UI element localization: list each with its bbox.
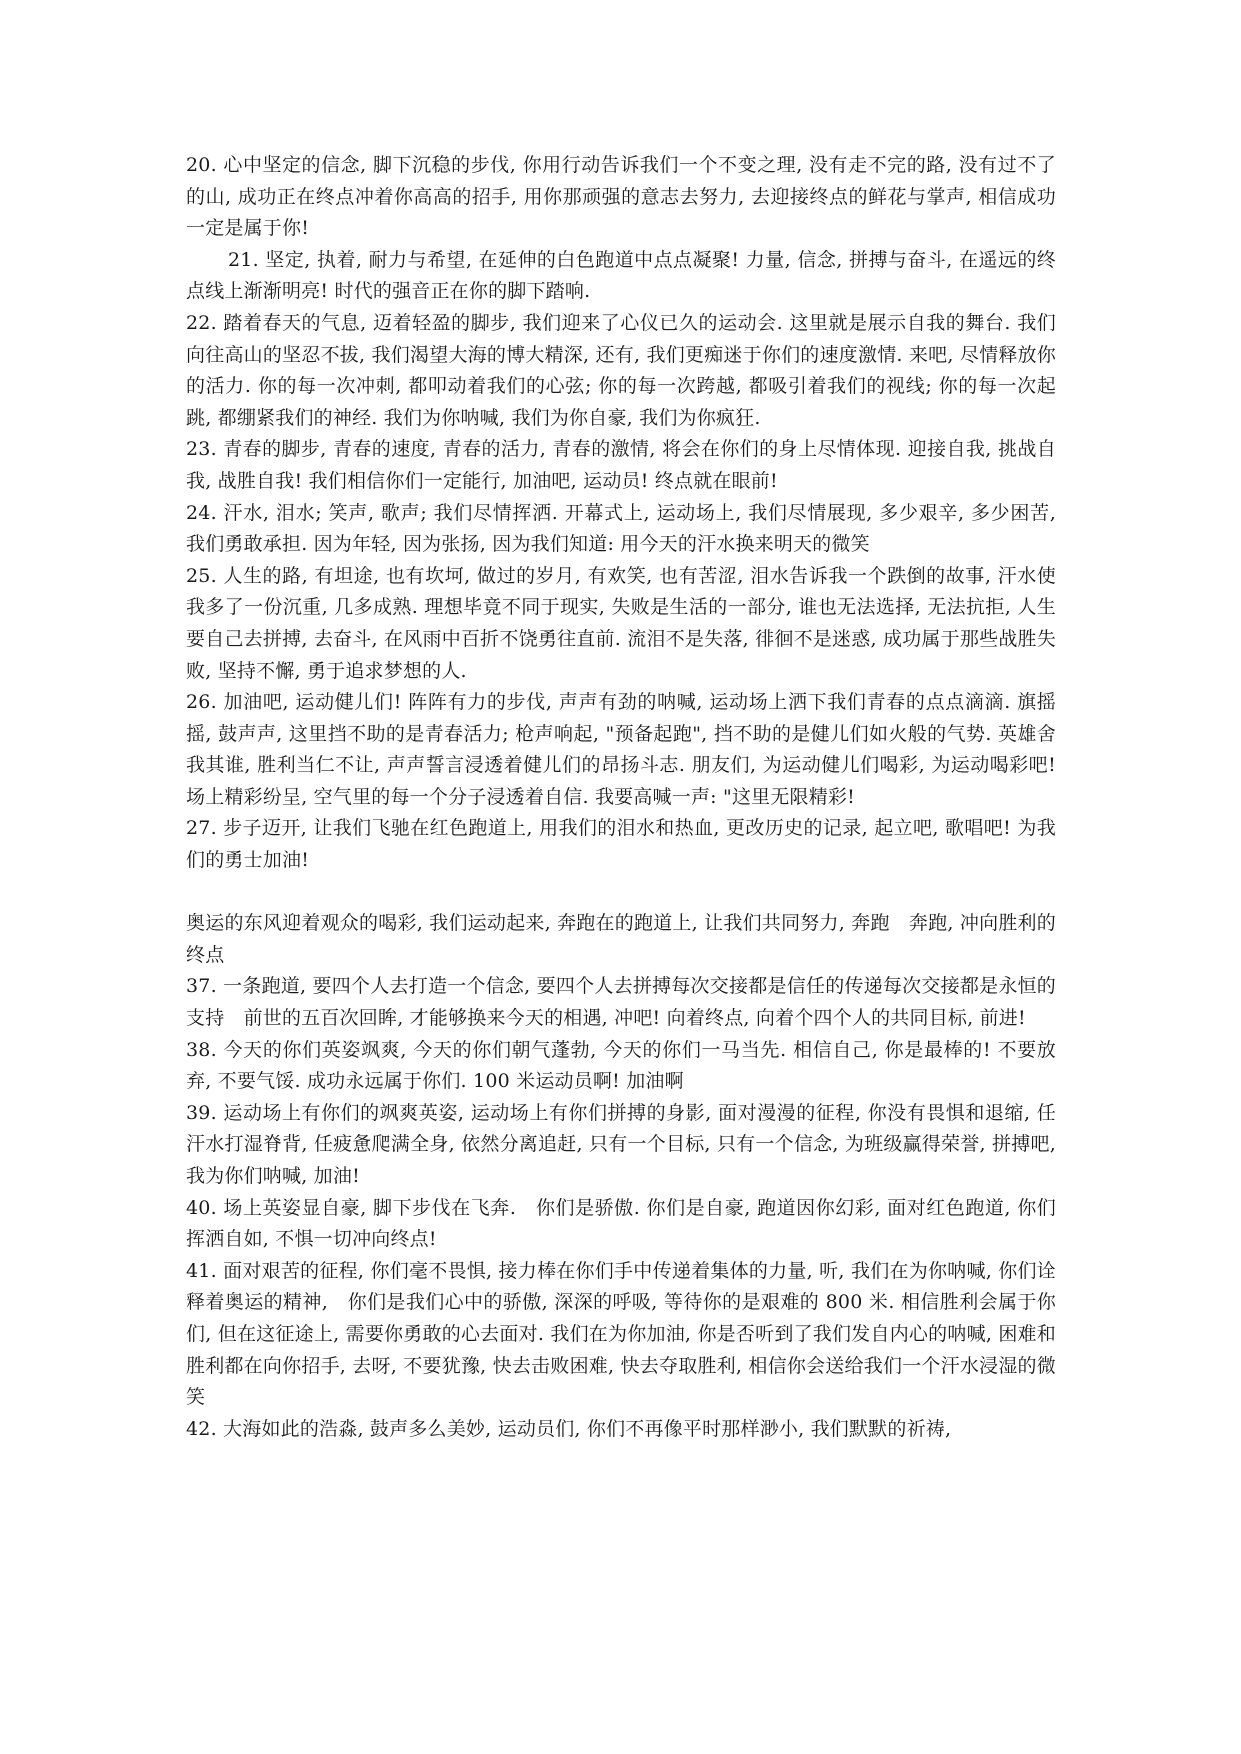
paragraph-37: 37. 一条跑道, 要四个人去打造一个信念, 要四个人去拼搏每次交接都是信任的传递每次交接都是永恒的支持 前世的五百次回眸, 才能够换来今天的相遇, 冲吧! 向着终点, 向着个四个人的共同目标, 前进!	[186, 975, 1056, 1030]
paragraph-22: 22. 踏着春天的气息, 迈着轻盈的脚步, 我们迎来了心仪已久的运动会. 这里就是展示自我的舞台. 我们向往高山的坚忍不拔, 我们渴望大海的博大精深, 还有, 我们更痴迷于你们的速度激情. 来吧, 尽情释放你的活力. 你的每一次冲刺, 都叩动着我们的心弦; 你的每一次跨越, 都吸引着我们的视线; 你的每一次起跳, 都绷紧我们的神经. 我们为你呐喊, 我们为你自豪, 我们为你疯狂.	[186, 311, 1056, 429]
paragraph-21: 21. 坚定, 执着, 耐力与希望, 在延伸的白色跑道中点点凝聚! 力量, 信念, 拼搏与奋斗, 在遥远的终点线上渐渐明亮! 时代的强音正在你的脚下踏响.	[186, 248, 1056, 303]
paragraph-23: 23. 青春的脚步, 青春的速度, 青春的活力, 青春的激情, 将会在你们的身上尽情体现. 迎接自我, 挑战自我, 战胜自我! 我们相信你们一定能行, 加油吧, 运动员! 终点就在眼前!	[186, 438, 1056, 492]
document-body	[186, 150, 1056, 1445]
paragraph-40: 40. 场上英姿显自豪, 脚下步伐在飞奔. 你们是骄傲. 你们是自豪, 跑道因你幻彩, 面对红色跑道, 你们挥洒自如, 不惧一切冲向终点!	[186, 1196, 1056, 1251]
paragraph-olympic: 奥运的东风迎着观众的喝彩, 我们运动起来, 奔跑在的跑道上, 让我们共同努力, 奔跑 奔跑, 冲向胜利的终点	[186, 912, 1056, 966]
paragraph-38: 38. 今天的你们英姿飒爽, 今天的你们朝气蓬勃, 今天的你们一马当先. 相信自己, 你是最棒的! 不要放弃, 不要气馁. 成功永远属于你们. 100 米运动员啊! 加油啊	[186, 1038, 1056, 1093]
paragraph-20: 20. 心中坚定的信念, 脚下沉稳的步伐, 你用行动告诉我们一个不变之理, 没有走不完的路, 没有过不了的山, 成功正在终点冲着你高高的招手, 用你那顽强的意志去努力, 去迎接终点的鲜花与掌声, 相信成功一定是属于你!	[186, 154, 1056, 240]
paragraph-26: 26. 加油吧, 运动健儿们! 阵阵有力的步伐, 声声有劲的呐喊, 运动场上洒下我们青春的点点滴滴. 旗摇摇, 鼓声声, 这里挡不助的是青春活力; 枪声响起, "预备起跑", 挡不助的是健儿们如火般的气势. 英雄舍我其谁, 胜利当仁不让, 声声誓言浸透着健儿们的昂扬斗志. 朋友们, 为运动健儿们喝彩, 为运动喝彩吧! 场上精彩纷呈, 空气里的每一个分子浸透着自信. 我要高喊一声: "这里无限精彩!	[186, 691, 1056, 808]
paragraph-25: 25. 人生的路, 有坦途, 也有坎坷, 做过的岁月, 有欢笑, 也有苦涩, 泪水告诉我一个跌倒的故事, 汗水使我多了一份沉重, 几多成熟. 理想毕竟不同于现实, 失败是生活的一部分, 谁也无法选择, 无法抗拒, 人生要自己去拼搏, 去奋斗, 在风雨中百折不饶勇往直前. 流泪不是失落, 徘徊不是迷惑, 成功属于那些战胜失败, 坚持不懈, 勇于追求梦想的人.	[186, 564, 1056, 682]
paragraph-39: 39. 运动场上有你们的飒爽英姿, 运动场上有你们拼搏的身影, 面对漫漫的征程, 你没有畏惧和退缩, 任汗水打湿脊背, 任疲惫爬满全身, 依然分离追赶, 只有一个目标, 只有一个信念, 为班级赢得荣誉, 拼搏吧, 我为你们呐喊, 加油!	[186, 1101, 1056, 1187]
paragraph-42: 42. 大海如此的浩淼, 鼓声多么美妙, 运动员们, 你们不再像平时那样渺小, 我们默默的祈祷,	[186, 1417, 952, 1440]
paragraph-27: 27. 步子迈开, 让我们飞驰在红色跑道上, 用我们的泪水和热血, 更改历史的记录, 起立吧, 歌唱吧! 为我们的勇士加油!	[186, 817, 1056, 872]
paragraph-24: 24. 汗水, 泪水; 笑声, 歌声; 我们尽情挥洒. 开幕式上, 运动场上, 我们尽情展现, 多少艰辛, 多少困苦, 我们勇敢承担. 因为年轻, 因为张扬, 因为我们知道: 用今天的汗水换来明天的微笑	[186, 501, 1056, 556]
paragraph-41: 41. 面对艰苦的征程, 你们毫不畏惧, 接力棒在你们手中传递着集体的力量, 听, 我们在为你呐喊, 你们诠释着奥运的精神, 你们是我们心中的骄傲, 深深的呼吸, 等待你的是艰难的 800 米. 相信胜利会属于你们, 但在这征途上, 需要你勇敢的心去面对. 我们在为你加油, 你是否听到了我们发自内心的呐喊, 困难和胜利都在向你招手, 去呀, 不要犹豫, 快去击败困难, 快去夺取胜利, 相信你会送给我们一个汗水浸湿的微笑	[186, 1259, 1056, 1409]
blank-line	[186, 877, 1056, 909]
